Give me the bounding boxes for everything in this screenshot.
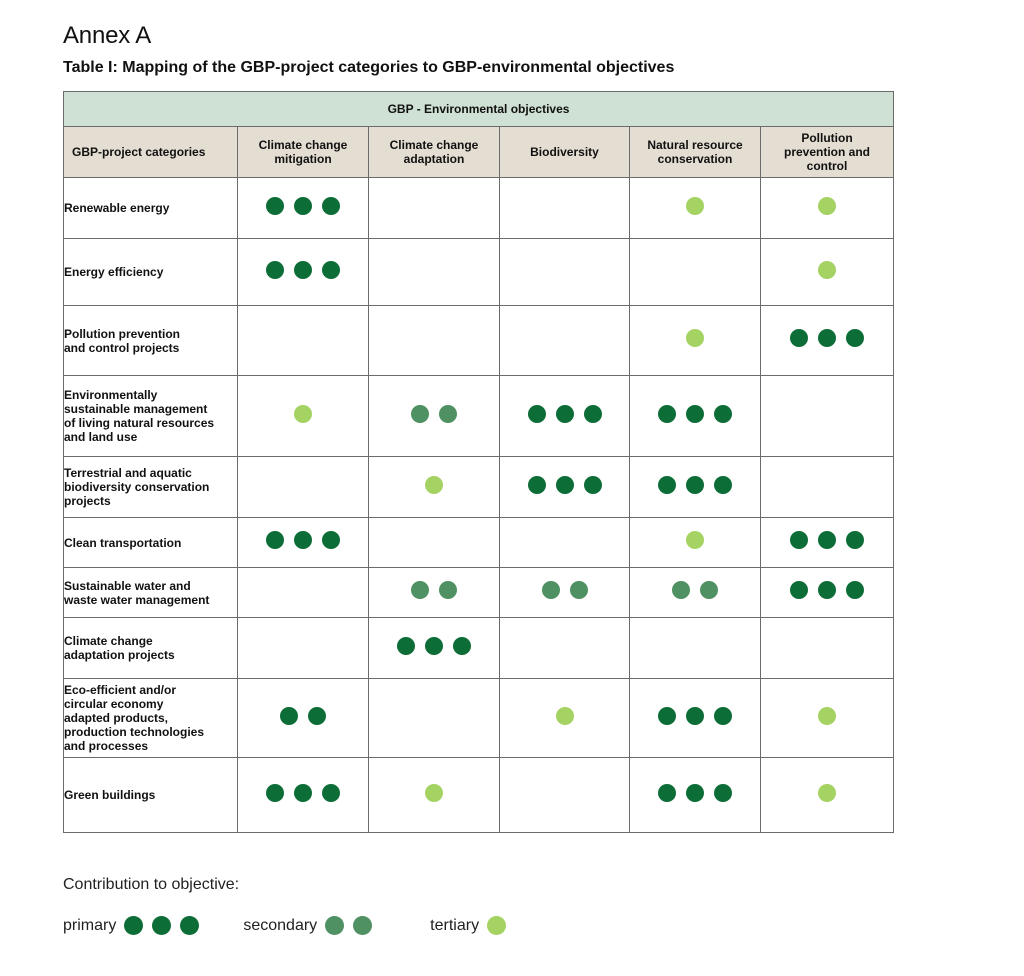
- primary-dots: [790, 581, 864, 599]
- primary-dot: [686, 707, 704, 725]
- tertiary-dot: [686, 531, 704, 549]
- primary-dot: [266, 261, 284, 279]
- primary-dots: [266, 784, 340, 802]
- primary-dots: [658, 476, 732, 494]
- cell-adaptation: [369, 306, 500, 376]
- primary-dot: [714, 707, 732, 725]
- objectives-header: GBP - Environmental objectives: [64, 92, 894, 127]
- primary-dots: [528, 405, 602, 423]
- table-body: [64, 178, 894, 833]
- table-row: [64, 758, 894, 833]
- cell-mitigation: [238, 178, 369, 239]
- primary-dot: [528, 405, 546, 423]
- primary-dots: [397, 637, 471, 655]
- cell-mitigation: [238, 679, 369, 758]
- cell-pollution: [761, 376, 894, 457]
- primary-dot: [322, 784, 340, 802]
- tertiary-dot: [686, 197, 704, 215]
- legend-primary-dot: [124, 916, 143, 935]
- cell-pollution: [761, 618, 894, 679]
- primary-dots: [266, 197, 340, 215]
- legend-label: primary: [63, 916, 117, 934]
- legend-item-secondary: [243, 916, 372, 935]
- legend-title: Contribution to objective:: [63, 876, 240, 893]
- secondary-dot: [411, 405, 429, 423]
- primary-dots: [658, 784, 732, 802]
- tertiary-dots: [818, 261, 836, 279]
- cell-biodiversity: [500, 239, 630, 306]
- cell-pollution: [761, 679, 894, 758]
- tertiary-dots: [294, 405, 312, 423]
- primary-dot: [266, 784, 284, 802]
- legend-item-tertiary: [430, 916, 506, 935]
- cell-mitigation: [238, 457, 369, 518]
- cell-mitigation: [238, 376, 369, 457]
- primary-dots: [658, 707, 732, 725]
- column-header-biodiversity: Biodiversity: [500, 127, 630, 178]
- legend: [63, 916, 506, 935]
- tertiary-dot: [818, 784, 836, 802]
- secondary-dots: [411, 405, 457, 423]
- tertiary-dots: [556, 707, 574, 725]
- primary-dot: [322, 531, 340, 549]
- cell-mitigation: [238, 518, 369, 568]
- secondary-dot: [700, 581, 718, 599]
- cell-adaptation: [369, 618, 500, 679]
- cell-adaptation: [369, 518, 500, 568]
- primary-dot: [584, 476, 602, 494]
- cell-adaptation: [369, 376, 500, 457]
- tertiary-dot: [818, 197, 836, 215]
- primary-dot: [714, 476, 732, 494]
- primary-dot: [658, 476, 676, 494]
- cell-pollution: [761, 758, 894, 833]
- legend-primary-dot: [180, 916, 199, 935]
- column-header-pollution: Pollution prevention and control: [761, 127, 894, 178]
- annex-title: Annex A: [63, 22, 152, 49]
- cell-mitigation: [238, 758, 369, 833]
- category-label: Sustainable water and waste water management: [64, 568, 238, 618]
- primary-dots: [790, 329, 864, 347]
- tertiary-dots: [686, 197, 704, 215]
- table-title: Table I: Mapping of the GBP-project categories to GBP-environmental objectives: [63, 59, 675, 76]
- legend-label: tertiary: [430, 916, 480, 934]
- cell-natural-resource: [630, 239, 761, 306]
- primary-dot: [818, 581, 836, 599]
- cell-biodiversity: [500, 679, 630, 758]
- primary-dot: [818, 329, 836, 347]
- primary-dot: [294, 784, 312, 802]
- cell-natural-resource: [630, 679, 761, 758]
- tertiary-dots: [818, 707, 836, 725]
- category-label: Clean transportation: [64, 518, 238, 568]
- tertiary-dots: [425, 476, 443, 494]
- cell-biodiversity: [500, 178, 630, 239]
- tertiary-dots: [686, 329, 704, 347]
- tertiary-dot: [556, 707, 574, 725]
- table-row: [64, 178, 894, 239]
- primary-dot: [790, 581, 808, 599]
- cell-pollution: [761, 518, 894, 568]
- cell-biodiversity: [500, 568, 630, 618]
- cell-pollution: [761, 568, 894, 618]
- tertiary-dot: [425, 476, 443, 494]
- secondary-dot: [308, 707, 326, 725]
- cell-mitigation: [238, 618, 369, 679]
- cell-natural-resource: [630, 568, 761, 618]
- primary-dot: [528, 476, 546, 494]
- tertiary-dot: [818, 261, 836, 279]
- primary-dot: [556, 405, 574, 423]
- cell-natural-resource: [630, 758, 761, 833]
- cell-pollution: [761, 239, 894, 306]
- category-label: Eco-efficient and/or circular economy adapted products, production technologies and processes: [64, 679, 238, 758]
- column-header-categories: GBP-project categories: [64, 127, 238, 178]
- primary-dots: [528, 476, 602, 494]
- primary-dot: [397, 637, 415, 655]
- primary-dot: [790, 531, 808, 549]
- category-label: Pollution prevention and control projects: [64, 306, 238, 376]
- cell-natural-resource: [630, 618, 761, 679]
- legend-primary-dots: [124, 916, 199, 935]
- cell-biodiversity: [500, 518, 630, 568]
- category-label: Terrestrial and aquatic biodiversity conservation projects: [64, 457, 238, 518]
- secondary-dot: [542, 581, 560, 599]
- primary-dot: [556, 476, 574, 494]
- table-row: [64, 518, 894, 568]
- cell-mitigation: [238, 568, 369, 618]
- cell-biodiversity: [500, 306, 630, 376]
- primary-dot: [453, 637, 471, 655]
- cell-natural-resource: [630, 376, 761, 457]
- cell-adaptation: [369, 239, 500, 306]
- cell-pollution: [761, 457, 894, 518]
- column-header-row: [64, 127, 894, 178]
- secondary-dot: [280, 707, 298, 725]
- category-label: Climate change adaptation projects: [64, 618, 238, 679]
- primary-dot: [686, 476, 704, 494]
- cell-pollution: [761, 306, 894, 376]
- primary-dot: [790, 329, 808, 347]
- cell-biodiversity: [500, 618, 630, 679]
- legend-secondary-dots: [325, 916, 372, 935]
- cell-biodiversity: [500, 758, 630, 833]
- legend-item-primary: [63, 916, 199, 935]
- primary-dot: [686, 405, 704, 423]
- primary-dot: [846, 531, 864, 549]
- tertiary-dots: [425, 784, 443, 802]
- primary-dot: [818, 531, 836, 549]
- primary-dot: [714, 405, 732, 423]
- secondary-dot: [411, 581, 429, 599]
- primary-dot: [584, 405, 602, 423]
- cell-natural-resource: [630, 306, 761, 376]
- tertiary-dots: [818, 197, 836, 215]
- column-header-natural-resource: Natural resource conservation: [630, 127, 761, 178]
- cell-adaptation: [369, 457, 500, 518]
- table-row: [64, 457, 894, 518]
- primary-dots: [266, 531, 340, 549]
- tertiary-dot: [818, 707, 836, 725]
- primary-dot: [294, 197, 312, 215]
- cell-natural-resource: [630, 457, 761, 518]
- tertiary-dot: [425, 784, 443, 802]
- table-row: [64, 618, 894, 679]
- tertiary-dots: [818, 784, 836, 802]
- table-row: [64, 376, 894, 457]
- secondary-dots: [280, 707, 326, 725]
- cell-biodiversity: [500, 457, 630, 518]
- legend-label: secondary: [243, 916, 318, 934]
- legend-primary-dot: [152, 916, 171, 935]
- primary-dot: [846, 329, 864, 347]
- category-label: Renewable energy: [64, 178, 238, 239]
- secondary-dot: [439, 581, 457, 599]
- secondary-dot: [439, 405, 457, 423]
- category-label: Energy efficiency: [64, 239, 238, 306]
- category-label: Environmentally sustainable management of living natural resources and land use: [64, 376, 238, 457]
- cell-natural-resource: [630, 178, 761, 239]
- cell-adaptation: [369, 758, 500, 833]
- primary-dot: [658, 784, 676, 802]
- tertiary-dot: [294, 405, 312, 423]
- secondary-dot: [570, 581, 588, 599]
- tertiary-dots: [686, 531, 704, 549]
- column-header-mitigation: Climate change mitigation: [238, 127, 369, 178]
- mapping-table: [63, 91, 894, 833]
- category-label: Green buildings: [64, 758, 238, 833]
- cell-pollution: [761, 178, 894, 239]
- column-header-adaptation: Climate change adaptation: [369, 127, 500, 178]
- primary-dot: [266, 531, 284, 549]
- primary-dots: [266, 261, 340, 279]
- primary-dot: [266, 197, 284, 215]
- primary-dot: [294, 261, 312, 279]
- secondary-dots: [672, 581, 718, 599]
- table-row: [64, 568, 894, 618]
- legend-secondary-dot: [325, 916, 344, 935]
- cell-natural-resource: [630, 518, 761, 568]
- cell-adaptation: [369, 568, 500, 618]
- table-row: [64, 239, 894, 306]
- table-row: [64, 679, 894, 758]
- primary-dot: [322, 261, 340, 279]
- primary-dot: [686, 784, 704, 802]
- legend-tertiary-dot: [487, 916, 506, 935]
- cell-adaptation: [369, 178, 500, 239]
- legend-tertiary-dots: [487, 916, 506, 935]
- legend-secondary-dot: [353, 916, 372, 935]
- secondary-dots: [542, 581, 588, 599]
- secondary-dots: [411, 581, 457, 599]
- primary-dot: [294, 531, 312, 549]
- primary-dots: [790, 531, 864, 549]
- table-row: [64, 306, 894, 376]
- secondary-dot: [672, 581, 690, 599]
- primary-dots: [658, 405, 732, 423]
- cell-mitigation: [238, 306, 369, 376]
- cell-mitigation: [238, 239, 369, 306]
- primary-dot: [658, 707, 676, 725]
- cell-adaptation: [369, 679, 500, 758]
- cell-biodiversity: [500, 376, 630, 457]
- primary-dot: [425, 637, 443, 655]
- tertiary-dot: [686, 329, 704, 347]
- primary-dot: [846, 581, 864, 599]
- primary-dot: [322, 197, 340, 215]
- primary-dot: [658, 405, 676, 423]
- primary-dot: [714, 784, 732, 802]
